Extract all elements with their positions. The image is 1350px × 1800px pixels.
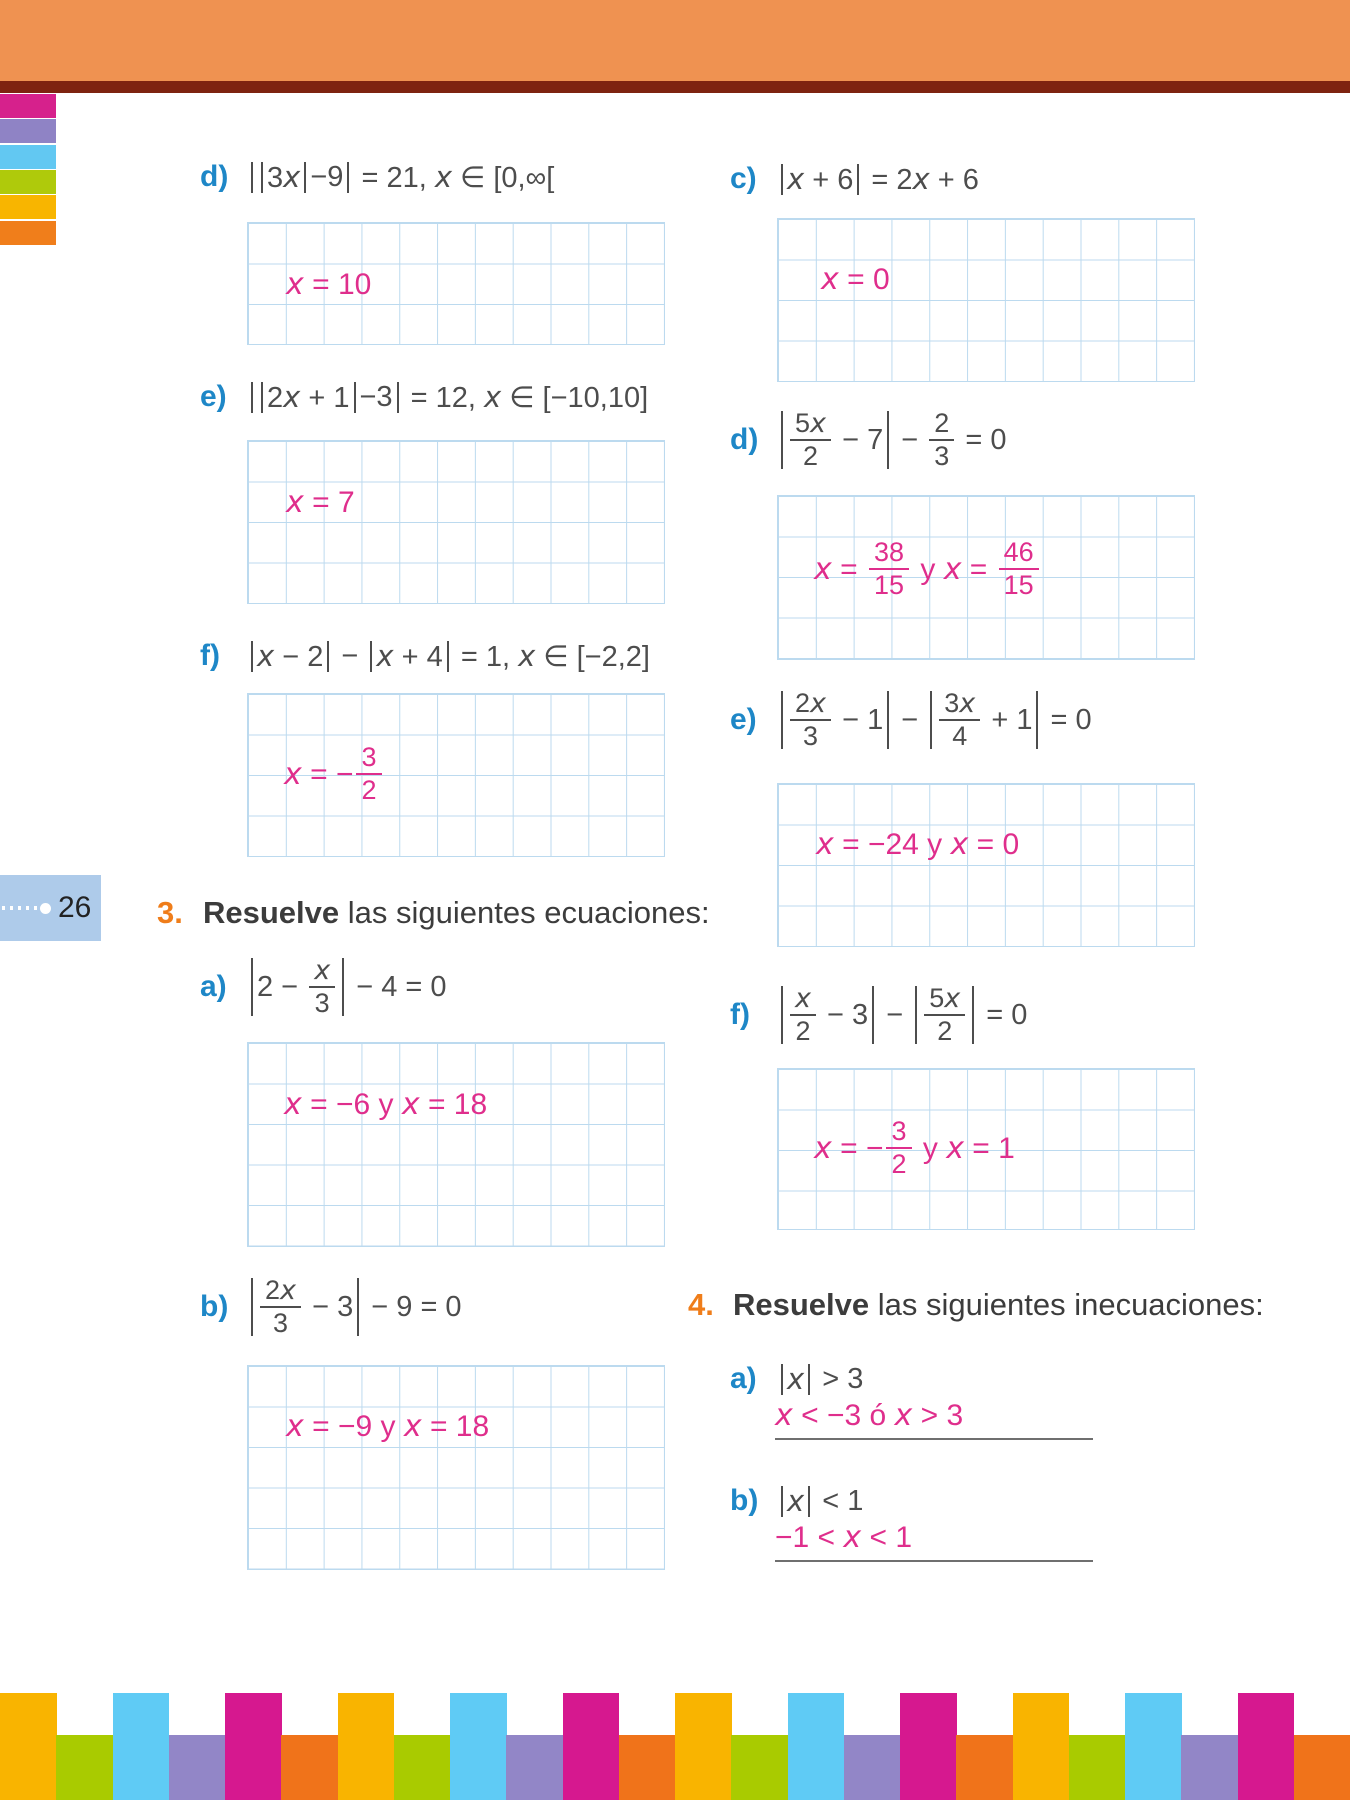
grid-answer: x = 0 <box>821 262 890 297</box>
grid-answer: x = $\frac{38}{15}$ y x = $\frac{46}{15}$ <box>814 534 1042 604</box>
color-tab-1 <box>0 119 56 143</box>
abs-bar <box>1036 691 1038 749</box>
color-tab-2 <box>0 145 56 169</box>
abs-bar <box>915 986 917 1044</box>
abs-bar <box>872 986 874 1044</box>
footer-stripe <box>956 1735 1013 1800</box>
abs-bar <box>304 162 306 193</box>
exercise-left-a-equation <box>247 949 447 1025</box>
abs-bar <box>251 641 253 672</box>
answer-grid-left-a <box>247 1042 665 1247</box>
equation: 3x −9 = 21, x ∈ [0,∞[ <box>247 160 554 195</box>
dotted-leader <box>2 906 38 910</box>
fraction: $\frac{x}{3}$ <box>309 956 335 1018</box>
color-tab-3 <box>0 170 56 194</box>
abs-bar <box>930 691 932 749</box>
footer-stripe <box>113 1693 170 1800</box>
fraction: $\frac{46}{15}$ <box>999 538 1039 600</box>
footer-stripe <box>1181 1735 1238 1800</box>
fraction: $\frac{3}{2}$ <box>356 743 381 805</box>
section-4-title <box>733 1287 1264 1323</box>
abs-bar <box>357 1278 359 1336</box>
equation: $\frac{2x}{3}$ − 3 − 9 = 0 <box>247 1276 462 1338</box>
section-4-number: 4. <box>688 1287 714 1322</box>
footer-stripe <box>1013 1693 1070 1800</box>
header-orange-band <box>0 0 1350 81</box>
exercise-right-d-equation <box>777 402 1006 478</box>
exercise-label: b) <box>200 1290 229 1323</box>
abs-bar <box>447 641 449 672</box>
fraction: $\frac{3}{2}$ <box>886 1117 911 1179</box>
abs-bar <box>251 382 253 413</box>
exercise-label: d) <box>730 423 759 456</box>
written-answer: x < −3 ó x > 3 <box>775 1398 964 1433</box>
exercise-label: a) <box>730 1362 757 1395</box>
footer-stripe <box>675 1693 732 1800</box>
equation: $\frac{5x}{2}$ − 7 − $\frac{2}{3}$ = 0 <box>777 409 1006 471</box>
footer-stripe <box>338 1693 395 1800</box>
abs-bar <box>781 986 783 1044</box>
color-tab-5 <box>0 221 56 245</box>
exercise-label: e) <box>200 380 227 413</box>
equation: $\frac{2x}{3}$ − 1 − $\frac{3x}{4}$ + 1 = 0 <box>777 689 1092 751</box>
answer-grid-right-f <box>777 1068 1195 1230</box>
exercise-ineq-b-equation <box>777 1482 863 1520</box>
abs-bar <box>370 641 372 672</box>
written-answer: −1 < x < 1 <box>775 1520 913 1555</box>
abs-bar <box>251 162 253 193</box>
answer-grid-right-c <box>777 218 1195 382</box>
exercise-ineq-b-label <box>730 1482 758 1520</box>
footer-stripe <box>844 1735 901 1800</box>
abs-bar <box>261 382 263 413</box>
exercise-left-b-label <box>200 1269 228 1345</box>
grid-answer: x = − $\frac{3}{2}$ <box>284 739 385 809</box>
section-4-verb: Resuelve <box>733 1287 870 1322</box>
abs-bar <box>251 958 253 1016</box>
abs-bar <box>347 162 349 193</box>
abs-bar <box>781 691 783 749</box>
exercise-left-d-equation <box>247 158 554 196</box>
footer-stripe <box>506 1735 563 1800</box>
fraction: $\frac{3x}{4}$ <box>939 689 980 751</box>
grid-answer: x = −24 y x = 0 <box>816 827 1020 862</box>
grid-answer: x = 7 <box>286 484 355 520</box>
abs-bar <box>781 1364 783 1395</box>
footer-stripe <box>0 1693 57 1800</box>
color-tab-4 <box>0 195 56 219</box>
exercise-left-f-equation <box>247 637 650 675</box>
section-4-rest: las siguientes inecuaciones: <box>869 1287 1264 1322</box>
header-maroon-strip <box>0 81 1350 93</box>
leader-dot <box>40 903 51 914</box>
exercise-label: e) <box>730 703 757 736</box>
exercise-left-f-label <box>200 637 220 675</box>
answer-grid-right-d <box>777 495 1195 660</box>
footer-stripe <box>225 1693 282 1800</box>
abs-bar <box>972 986 974 1044</box>
abs-bar <box>781 411 783 469</box>
exercise-label: d) <box>200 160 229 193</box>
fraction: $\frac{2}{3}$ <box>929 409 954 471</box>
footer-stripe <box>281 1735 338 1800</box>
equation: 2 − $\frac{x}{3}$ − 4 = 0 <box>247 956 447 1018</box>
footer-stripe <box>900 1693 957 1800</box>
fraction: $\frac{2x}{3}$ <box>260 1276 301 1338</box>
abs-bar <box>808 1364 810 1395</box>
fraction: $\frac{2x}{3}$ <box>790 689 831 751</box>
exercise-label: c) <box>730 162 757 195</box>
footer-stripe <box>1294 1735 1350 1800</box>
section-3-title <box>203 895 710 931</box>
abs-bar <box>251 1278 253 1336</box>
footer-stripe <box>450 1693 507 1800</box>
exercise-right-e-equation <box>777 682 1092 758</box>
exercise-left-e-equation <box>247 378 648 416</box>
exercise-ineq-a-label <box>730 1360 757 1398</box>
abs-bar <box>354 382 356 413</box>
abs-bar <box>857 164 859 195</box>
answer-grid-left-b <box>247 1365 665 1570</box>
grid-answer: x = −9 y x = 18 <box>286 1409 490 1444</box>
answer-grid-left-d <box>247 222 665 345</box>
footer-stripe <box>1069 1735 1126 1800</box>
page-number-badge <box>0 875 101 941</box>
footer-stripe <box>1238 1693 1295 1800</box>
exercise-right-e-label <box>730 682 757 758</box>
abs-bar <box>327 641 329 672</box>
footer-stripe <box>56 1735 113 1800</box>
abs-bar <box>781 1486 783 1517</box>
answer-grid-left-f <box>247 693 665 857</box>
answer-grid-right-e <box>777 783 1195 947</box>
footer-stripe <box>169 1735 226 1800</box>
exercise-left-d-label <box>200 158 228 196</box>
abs-bar <box>397 382 399 413</box>
fraction: $\frac{x}{2}$ <box>790 984 816 1046</box>
section-3-rest: las siguientes ecuaciones: <box>339 895 710 930</box>
abs-bar <box>781 164 783 195</box>
footer-stripe <box>394 1735 451 1800</box>
equation: x > 3 <box>777 1362 863 1397</box>
abs-bar <box>261 162 263 193</box>
exercise-left-a-label <box>200 949 227 1025</box>
exercise-ineq-a-equation <box>777 1360 863 1398</box>
equation: x − 2 − x + 4 = 1, x ∈ [−2,2] <box>247 639 650 674</box>
grid-answer: x = −6 y x = 18 <box>284 1087 488 1122</box>
footer-stripe <box>1125 1693 1182 1800</box>
exercise-right-c-label <box>730 160 757 198</box>
exercise-right-d-label <box>730 402 758 478</box>
exercise-label: a) <box>200 970 227 1003</box>
section-3-number: 3. <box>157 895 183 930</box>
fraction: $\frac{5x}{2}$ <box>924 984 965 1046</box>
exercise-right-f-label <box>730 977 750 1053</box>
abs-bar <box>887 691 889 749</box>
exercise-right-f-equation <box>777 977 1027 1053</box>
fraction: $\frac{38}{15}$ <box>869 538 909 600</box>
equation: x < 1 <box>777 1484 863 1519</box>
abs-bar <box>342 958 344 1016</box>
inequality-answer-line-b <box>775 1520 1093 1562</box>
footer-stripe <box>619 1735 676 1800</box>
abs-bar <box>808 1486 810 1517</box>
exercise-left-e-label <box>200 378 227 416</box>
fraction: $\frac{5x}{2}$ <box>790 409 831 471</box>
page-number: 26 <box>58 891 92 924</box>
footer-stripe <box>788 1693 845 1800</box>
grid-answer: x = 10 <box>286 266 372 302</box>
grid-answer: x = − $\frac{3}{2}$ y x = 1 <box>814 1115 1015 1179</box>
footer-stripe <box>563 1693 620 1800</box>
exercise-right-c-equation <box>777 160 979 198</box>
abs-bar <box>887 411 889 469</box>
exercise-label: f) <box>200 639 220 672</box>
exercise-label: f) <box>730 998 750 1031</box>
equation: $\frac{x}{2}$ − 3 − $\frac{5x}{2}$ = 0 <box>777 984 1027 1046</box>
equation: 2x + 1 −3 = 12, x ∈ [−10,10] <box>247 380 648 415</box>
exercise-label: b) <box>730 1484 759 1517</box>
section-3-verb: Resuelve <box>203 895 340 930</box>
color-tab-0 <box>0 94 56 118</box>
footer-stripe <box>731 1735 788 1800</box>
inequality-answer-line-a <box>775 1398 1093 1440</box>
answer-grid-left-e <box>247 440 665 604</box>
exercise-left-b-equation <box>247 1269 462 1345</box>
equation: x + 6 = 2x + 6 <box>777 162 979 197</box>
